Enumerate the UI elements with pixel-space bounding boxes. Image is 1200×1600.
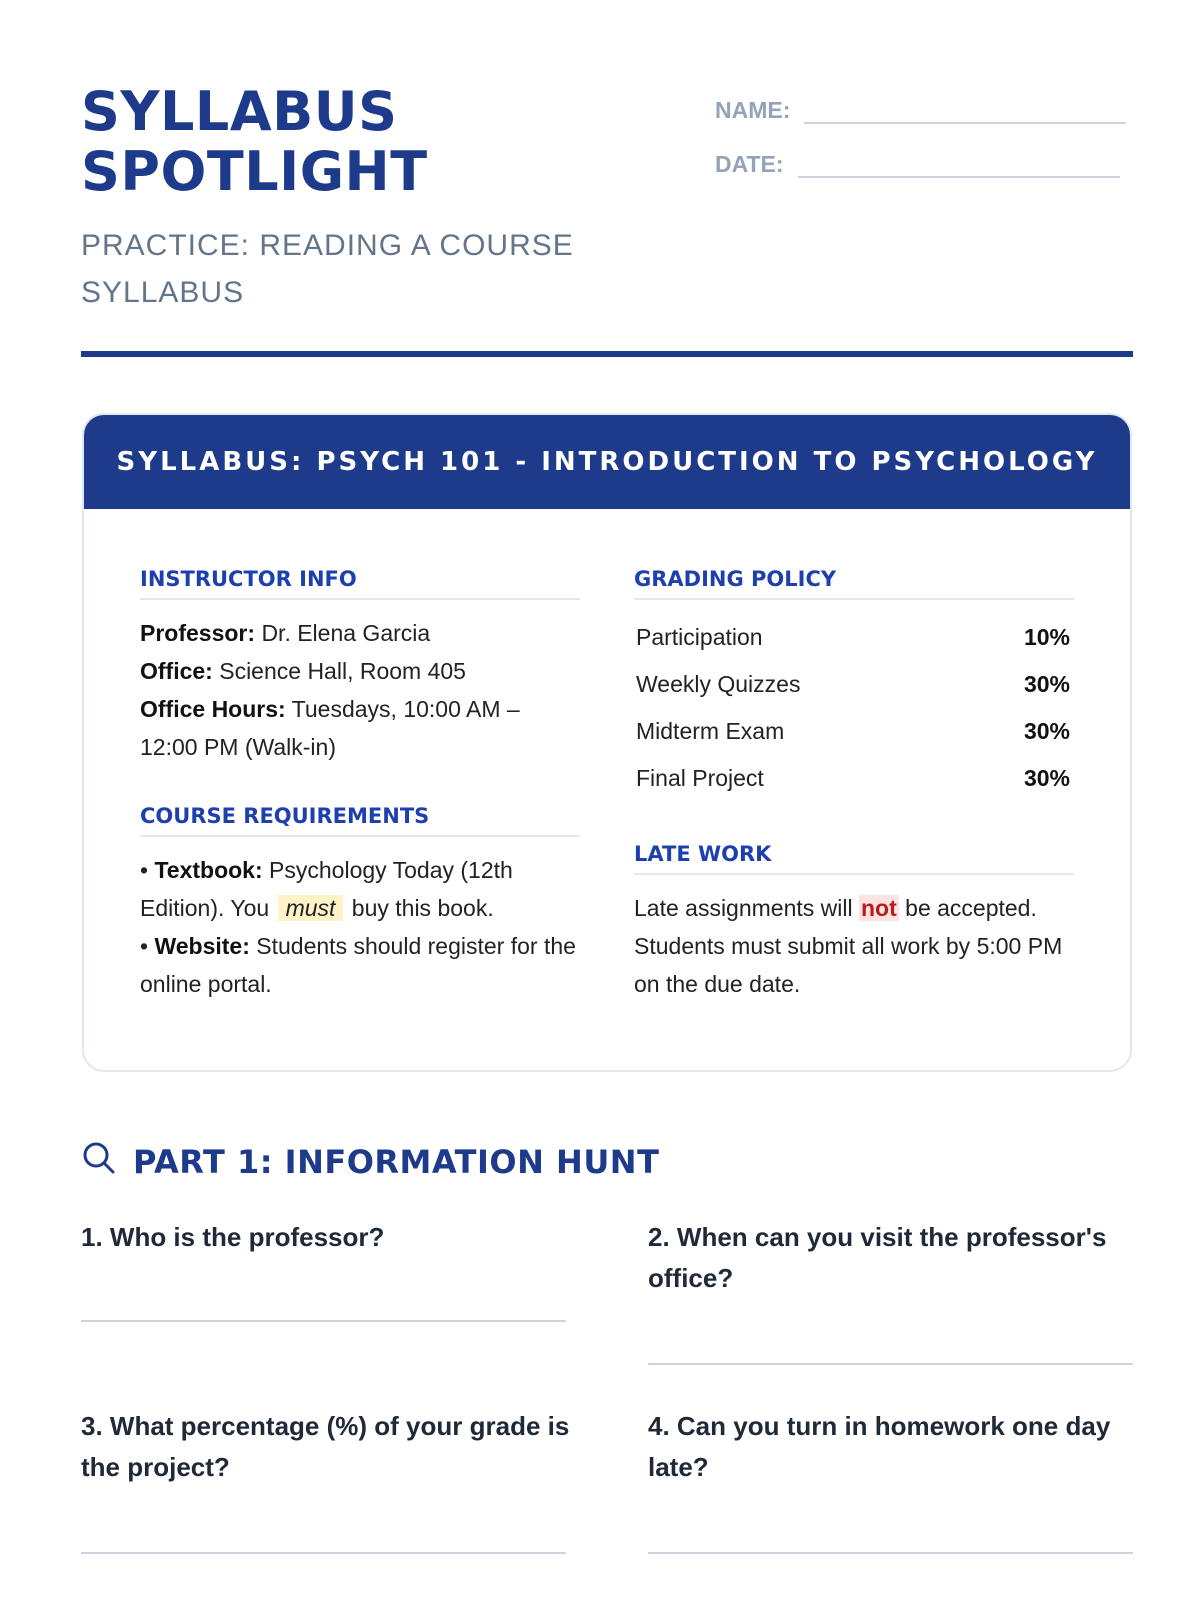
- syllabus-left-column: [140, 567, 580, 1003]
- syllabus-card-title: SYLLABUS: PSYCH 101 - INTRODUCTION TO PSYCHOLOGY: [84, 415, 1130, 509]
- grading-item: Final Project: [636, 765, 764, 791]
- answer-line-3[interactable]: [81, 1552, 566, 1554]
- question-1: 1. Who is the professor?: [81, 1222, 385, 1252]
- website-value: Students should register for the online portal.: [140, 933, 576, 997]
- grading-policy-heading: GRADING POLICY: [634, 567, 1074, 600]
- name-date-fields: [715, 86, 1126, 194]
- grading-percent: 30%: [1023, 765, 1070, 791]
- header-divider: [81, 351, 1133, 357]
- question-3: 3. What percentage (%) of your grade is the project?: [81, 1411, 570, 1482]
- office-value: Science Hall, Room 405: [219, 658, 466, 684]
- name-field-row: [715, 86, 1126, 124]
- grading-table: [634, 614, 1074, 802]
- website-label: Website:: [154, 933, 250, 959]
- late-work-text-before: Late assignments will: [634, 895, 853, 921]
- grading-percent: 30%: [1023, 718, 1070, 744]
- question-2: 2. When can you visit the professor's office?: [648, 1222, 1107, 1293]
- office-line: [140, 652, 580, 690]
- must-highlight: must: [278, 895, 344, 921]
- part1-heading: [81, 1140, 659, 1184]
- name-label: NAME:: [715, 97, 791, 123]
- name-field[interactable]: [804, 92, 1126, 124]
- grading-item: Midterm Exam: [636, 718, 785, 744]
- search-icon: [81, 1140, 133, 1184]
- textbook-value: Psychology Today (12th Edition). You: [140, 857, 513, 921]
- question-4: 4. Can you turn in homework one day late?: [648, 1411, 1111, 1482]
- date-field[interactable]: [798, 146, 1120, 178]
- answer-line-2[interactable]: [648, 1363, 1133, 1365]
- late-work-heading: LATE WORK: [634, 842, 1074, 875]
- grading-item: Weekly Quizzes: [636, 671, 801, 697]
- instructor-info-heading: INSTRUCTOR INFO: [140, 567, 580, 600]
- syllabus-card: [82, 413, 1132, 1072]
- office-hours-label: Office Hours:: [140, 696, 286, 722]
- grading-percent: 10%: [1023, 624, 1070, 650]
- textbook-item: [140, 851, 580, 927]
- title-line-1: SYLLABUS: [81, 80, 398, 143]
- textbook-label: Textbook:: [154, 857, 263, 883]
- course-requirements-heading: COURSE REQUIREMENTS: [140, 804, 580, 837]
- instructor-info: [140, 614, 580, 766]
- professor-value: Dr. Elena Garcia: [261, 620, 431, 646]
- grading-row: [634, 708, 1074, 755]
- grading-row: [634, 614, 1074, 661]
- grading-percent: 30%: [1023, 671, 1070, 697]
- grading-item: Participation: [636, 624, 763, 650]
- late-work-text-after: be accepted. Students must submit all work by 5:00 PM on the due date.: [634, 895, 1063, 997]
- answer-line-1[interactable]: [81, 1320, 566, 1322]
- grading-row: [634, 755, 1074, 802]
- office-hours-line: [140, 690, 580, 766]
- page-subtitle: PRACTICE: READING A COURSE SYLLABUS: [81, 229, 574, 309]
- late-work-text: [634, 889, 1074, 1003]
- date-field-row: [715, 140, 1126, 178]
- course-requirements: [140, 851, 580, 1003]
- website-item: [140, 927, 580, 1003]
- professor-line: [140, 614, 580, 652]
- bullet: •: [140, 933, 149, 959]
- not-emphasis: not: [861, 895, 897, 921]
- title-line-2: SPOTLIGHT: [81, 140, 428, 203]
- office-hours-value: Tuesdays, 10:00 AM – 12:00 PM (Walk-in): [140, 696, 520, 760]
- textbook-tail: buy this book.: [351, 895, 494, 921]
- part1-title: PART 1: INFORMATION HUNT: [133, 1143, 660, 1181]
- office-label: Office:: [140, 658, 213, 684]
- professor-label: Professor:: [140, 620, 256, 646]
- answer-line-4[interactable]: [648, 1552, 1133, 1554]
- grading-row: [634, 661, 1074, 708]
- date-label: DATE:: [715, 151, 784, 177]
- syllabus-right-column: [634, 567, 1074, 1003]
- bullet: •: [140, 857, 149, 883]
